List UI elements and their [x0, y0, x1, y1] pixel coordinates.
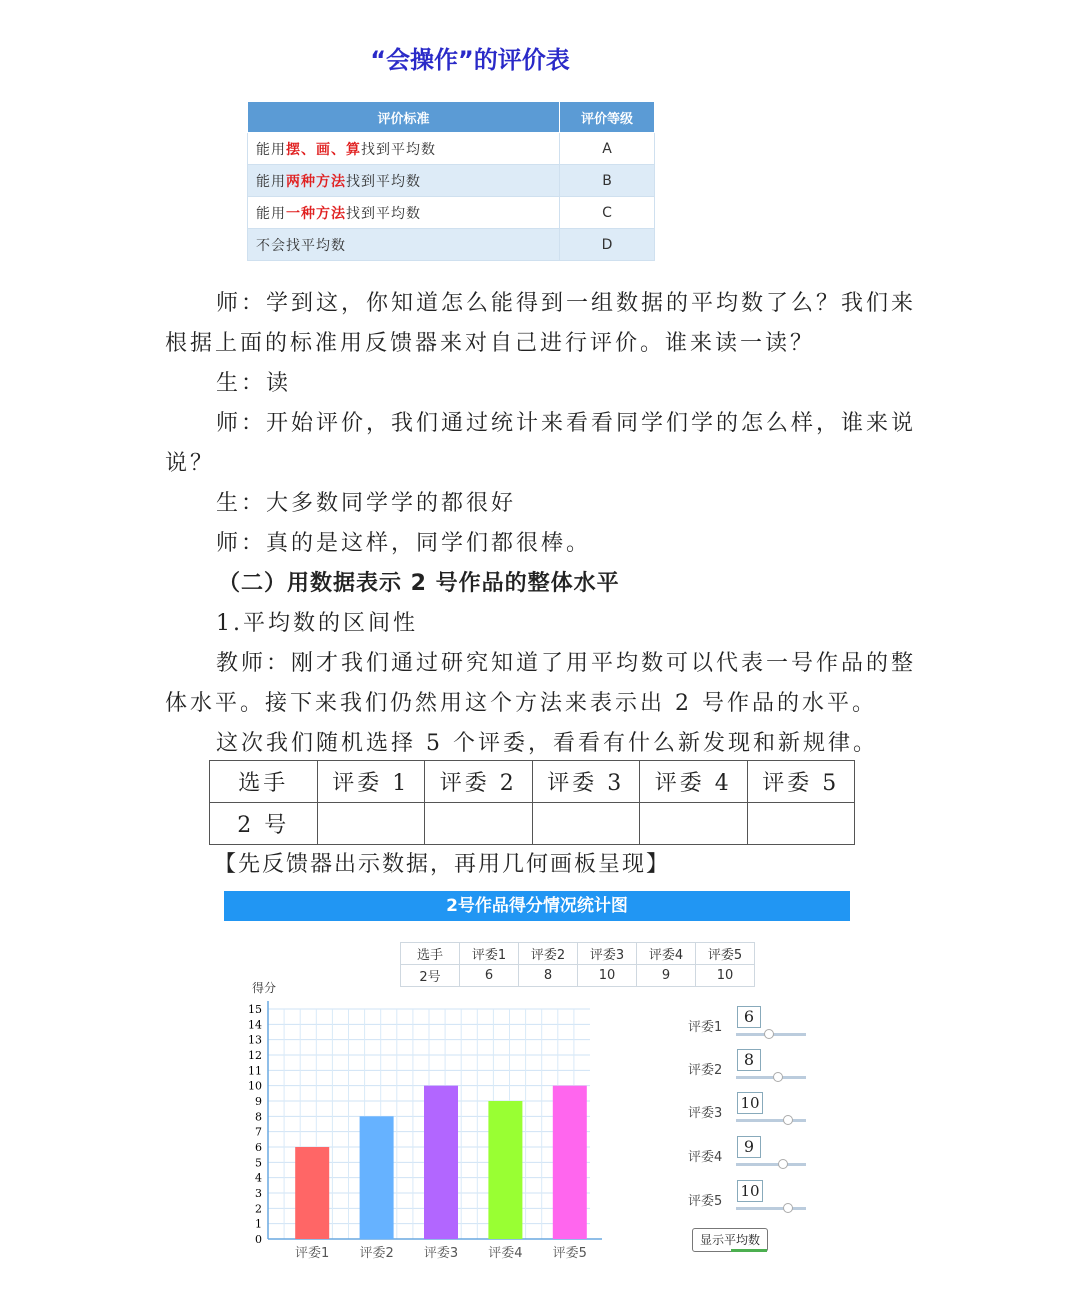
mini-cell: 6 — [460, 965, 519, 987]
mini-header-cell: 评委5 — [696, 943, 755, 965]
y-tick-label: 12 — [248, 1049, 262, 1062]
table-row — [248, 197, 655, 229]
grade-value: D — [560, 229, 655, 261]
slider-track[interactable] — [736, 1119, 806, 1122]
y-tick-label: 10 — [248, 1079, 262, 1093]
slider-knob[interactable] — [778, 1159, 788, 1169]
table-row — [248, 165, 655, 197]
score-header-cell: 评委 1 — [317, 761, 425, 803]
slider-value-input[interactable]: 6 — [737, 1006, 761, 1028]
mini-header-cell: 评委1 — [460, 943, 519, 965]
y-tick-label: 8 — [255, 1110, 262, 1124]
criteria-pre: 不会找平均数 — [256, 237, 346, 254]
score-cell — [747, 803, 855, 845]
y-tick-label: 13 — [248, 1033, 262, 1047]
grade-value: B — [560, 165, 655, 197]
y-axis-label: 得分 — [252, 981, 277, 995]
y-tick-label: 0 — [255, 1233, 262, 1246]
mini-cell: 2号 — [401, 965, 460, 987]
criteria-highlight: 两种方法 — [286, 173, 346, 190]
slider-label: 评委4 — [688, 1150, 723, 1165]
y-tick-label: 6 — [255, 1141, 262, 1154]
x-tick-label: 评委2 — [359, 1246, 394, 1261]
y-tick-label: 3 — [255, 1187, 262, 1200]
slider-label: 评委5 — [688, 1194, 723, 1209]
slider-label: 评委2 — [688, 1063, 723, 1078]
section-heading: （二）用数据表示 2 号作品的整体水平 — [218, 571, 620, 596]
slider-value-input[interactable]: 9 — [737, 1136, 761, 1158]
grade-value: C — [560, 197, 655, 229]
slider-track[interactable] — [736, 1163, 806, 1166]
score-cell — [317, 803, 425, 845]
score-cell — [640, 803, 748, 845]
chart-data-table — [400, 942, 755, 987]
x-tick-label: 评委1 — [295, 1246, 330, 1261]
mini-cell: 10 — [578, 965, 637, 987]
table-row — [401, 965, 755, 987]
criteria-pre: 能用 — [256, 205, 286, 222]
evaluation-title: “会操作”的评价表 — [370, 46, 570, 74]
paragraph-1a: 师：学到这，你知道怎么能得到一组数据的平均数了么？我们来 — [216, 291, 917, 316]
subsection-heading: 1.平均数的区间性 — [216, 611, 418, 636]
paragraph-5: 师：真的是这样，同学们都很棒。 — [216, 531, 592, 556]
bar-2 — [360, 1116, 394, 1239]
y-tick-label: 9 — [255, 1095, 262, 1108]
x-tick-label: 评委5 — [552, 1246, 587, 1261]
table-row — [248, 229, 655, 261]
evaluation-table — [247, 101, 655, 261]
score-header-cell: 评委 4 — [640, 761, 748, 803]
slider-label: 评委3 — [688, 1106, 723, 1121]
x-tick-label: 评委3 — [423, 1246, 459, 1261]
bar-5 — [553, 1086, 587, 1239]
mini-cell: 10 — [696, 965, 755, 987]
bar-3 — [424, 1086, 458, 1239]
slider-value-input[interactable]: 10 — [737, 1180, 763, 1202]
criteria-post: 找到平均数 — [361, 141, 436, 158]
slider-knob[interactable] — [783, 1203, 793, 1213]
mini-header-cell: 评委3 — [578, 943, 637, 965]
slider-knob[interactable] — [764, 1029, 774, 1039]
table-row — [210, 803, 855, 845]
instruction-note: 【先反馈器出示数据，再用几何画板呈现】 — [214, 852, 671, 877]
button-accent — [731, 1249, 767, 1252]
y-tick-label: 7 — [255, 1125, 262, 1139]
table-row — [210, 761, 855, 803]
y-tick-label: 11 — [248, 1064, 262, 1078]
mini-cell: 8 — [519, 965, 578, 987]
paragraph-3a: 师：开始评价，我们通过统计来看看同学们学的怎么样，谁来说 — [216, 411, 917, 436]
score-cell: 2 号 — [210, 803, 318, 845]
mini-cell: 9 — [637, 965, 696, 987]
bar-4 — [488, 1101, 522, 1239]
grade-header: 评价等级 — [560, 102, 655, 133]
y-tick-label: 2 — [255, 1202, 262, 1216]
table-row — [248, 133, 655, 165]
grade-value: A — [560, 133, 655, 165]
criteria-header: 评价标准 — [248, 102, 560, 133]
slider-knob[interactable] — [783, 1115, 793, 1125]
criteria-highlight: 摆、画、算 — [286, 141, 361, 158]
slider-track[interactable] — [736, 1076, 806, 1079]
paragraph-3b: 说？ — [165, 451, 216, 476]
criteria-pre: 能用 — [256, 173, 286, 190]
bar-1 — [295, 1147, 329, 1239]
score-cell — [532, 803, 640, 845]
y-tick-label: 1 — [255, 1217, 262, 1231]
slider-track[interactable] — [736, 1207, 806, 1210]
criteria-post: 找到平均数 — [346, 173, 421, 190]
bar-chart — [230, 995, 620, 1270]
slider-label: 评委1 — [688, 1020, 723, 1035]
mini-header-cell: 评委4 — [637, 943, 696, 965]
score-table — [209, 760, 855, 845]
mini-header-cell: 评委2 — [519, 943, 578, 965]
show-average-button[interactable] — [692, 1228, 768, 1252]
table-row — [401, 943, 755, 965]
y-tick-label: 4 — [255, 1171, 262, 1185]
paragraph-6a: 教师：刚才我们通过研究知道了用平均数可以代表一号作品的整 — [216, 651, 917, 676]
slider-value-input[interactable]: 10 — [737, 1092, 763, 1114]
paragraph-7: 这次我们随机选择 5 个评委，看看有什么新发现和新规律。 — [216, 731, 878, 756]
slider-value-input[interactable]: 8 — [737, 1049, 761, 1071]
paragraph-2: 生：读 — [216, 371, 292, 396]
score-header-cell: 评委 5 — [747, 761, 855, 803]
y-tick-label: 5 — [255, 1156, 262, 1170]
paragraph-6b: 体水平。接下来我们仍然用这个方法来表示出 2 号作品的水平。 — [165, 691, 877, 716]
y-tick-label: 14 — [248, 1018, 262, 1032]
criteria-post: 找到平均数 — [346, 205, 421, 222]
y-tick-label: 15 — [248, 1003, 262, 1016]
mini-header-cell: 选手 — [401, 943, 460, 965]
show-average-label: 显示平均数 — [699, 1233, 760, 1247]
criteria-pre: 能用 — [256, 141, 286, 158]
score-header-cell: 选手 — [210, 761, 318, 803]
paragraph-1b: 根据上面的标准用反馈器来对自己进行评价。谁来读一读？ — [165, 331, 816, 356]
criteria-highlight: 一种方法 — [286, 205, 346, 222]
score-cell — [425, 803, 533, 845]
paragraph-4: 生：大多数同学学的都很好 — [216, 491, 517, 516]
chart-title: 2号作品得分情况统计图 — [224, 891, 850, 921]
score-header-cell: 评委 2 — [425, 761, 533, 803]
score-header-cell: 评委 3 — [532, 761, 640, 803]
x-tick-label: 评委4 — [488, 1246, 523, 1261]
slider-knob[interactable] — [773, 1072, 783, 1082]
